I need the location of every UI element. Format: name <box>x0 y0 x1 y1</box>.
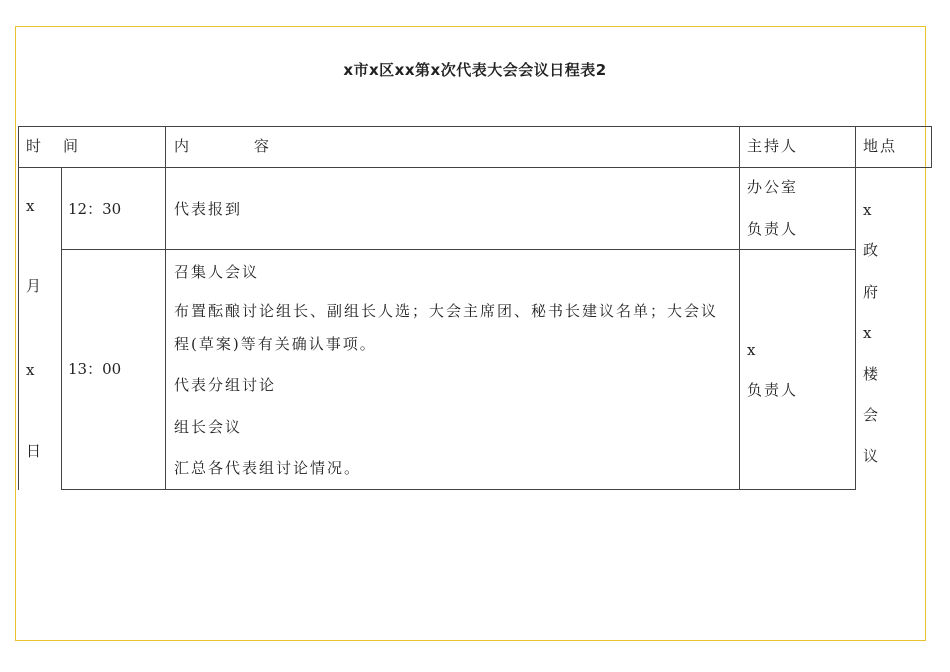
header-place: 地点 <box>863 137 898 155</box>
row2-content-line: 汇总各代表组讨论情况。 <box>174 459 362 477</box>
date-time-divider <box>61 167 62 490</box>
row2-content-line: 组长会议 <box>174 418 243 436</box>
row2-content-line: 布置酝酿讨论组长、副组长人选；大会主席团、秘书长建议名单；大会议 <box>174 302 719 320</box>
place-char: 会 <box>863 406 879 424</box>
header-time-char1: 时 <box>26 137 42 155</box>
row1-bottom-rule <box>61 249 856 250</box>
row2-content-line: 召集人会议 <box>174 263 260 281</box>
place-char: x <box>863 201 872 219</box>
date-char: 月 <box>26 277 42 295</box>
date-char: x <box>26 197 35 215</box>
row1-host-line: 办公室 <box>747 178 799 196</box>
row2-content-line: 代表分组讨论 <box>174 376 277 394</box>
content-host-divider <box>739 126 740 490</box>
place-char: 楼 <box>863 365 879 383</box>
document-title: x市x区xx第x次代表大会会议日程表2 <box>343 61 607 79</box>
row2-host-line: 负责人 <box>747 381 799 399</box>
header-content-char1: 内 <box>174 137 190 155</box>
place-char: 议 <box>863 447 879 465</box>
place-char: 府 <box>863 283 879 301</box>
date-char: 日 <box>26 442 42 460</box>
table-bottom-rule <box>61 489 856 490</box>
host-place-divider <box>855 126 856 490</box>
place-char: x <box>863 324 872 342</box>
row2-content-line: 程(草案)等有关确认事项。 <box>174 335 377 353</box>
table-top-rule <box>18 126 932 127</box>
header-content-char2: 容 <box>254 137 270 155</box>
header-time-char2: 间 <box>63 137 79 155</box>
header-bottom-rule <box>18 167 932 168</box>
header-host: 主持人 <box>747 137 799 155</box>
date-char: x <box>26 361 35 379</box>
time-content-divider <box>165 126 166 490</box>
table-right-rule <box>931 126 932 168</box>
row1-host-line: 负责人 <box>747 220 799 238</box>
place-char: 政 <box>863 241 879 259</box>
row1-time: 12：30 <box>68 200 122 218</box>
table-left-rule <box>18 126 19 490</box>
row2-time: 13：00 <box>68 360 122 378</box>
row2-host-line: x <box>747 341 756 359</box>
page-frame <box>15 26 926 641</box>
row1-content-line: 代表报到 <box>174 200 243 218</box>
